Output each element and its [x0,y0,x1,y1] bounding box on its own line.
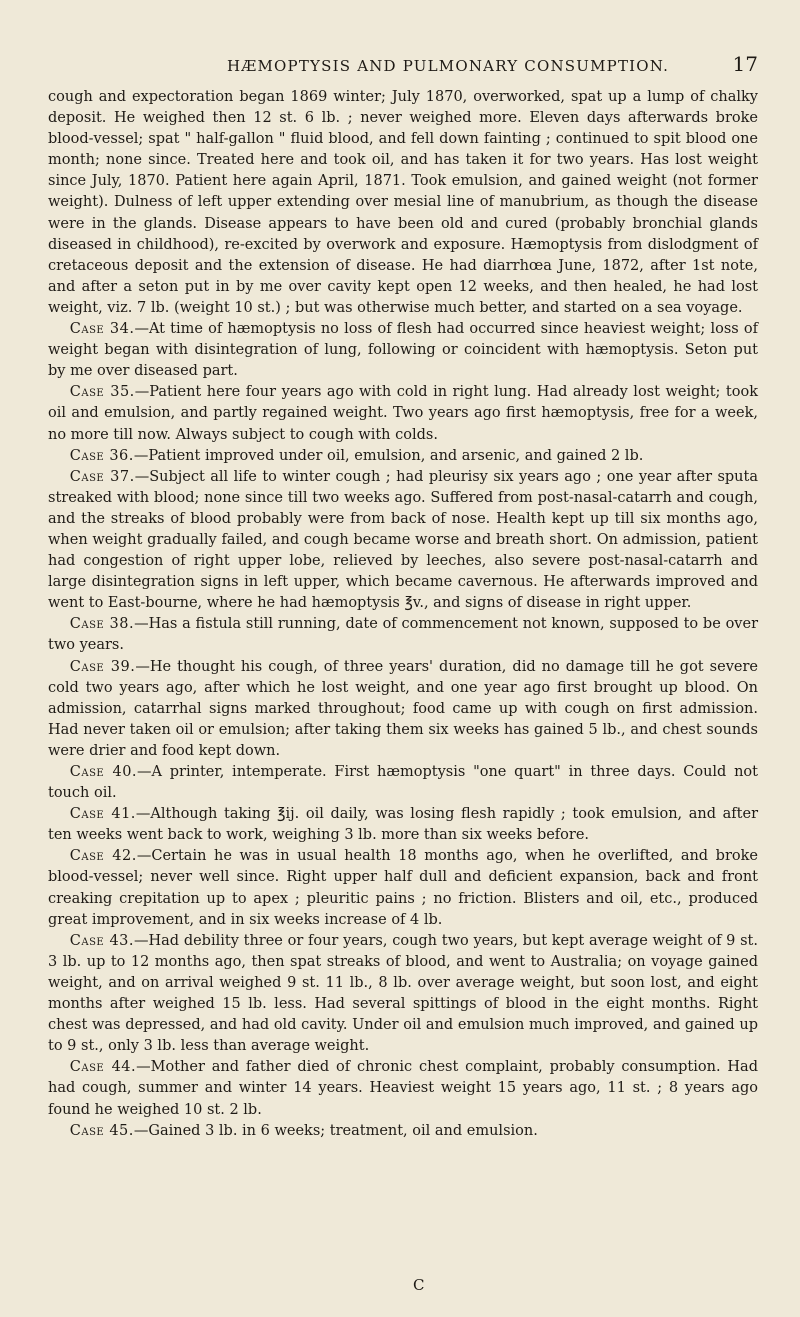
case-text: —Certain he was in usual health 18 months ago, when he overlifted, and broke blood-vessel; never well since. Right upper half dull and deficient expansion, back and front creaking crepitation up to apex ; pleuritic pains ; no friction. Blisters and oil, etc., produced great improvement, and in six weeks increase of 4 lb. [48,848,758,928]
case-paragraph-35 [48,382,758,445]
case-label: Case 45. [69,1122,134,1139]
case-label: Case 39. [69,658,136,675]
case-paragraph-45 [48,1121,758,1142]
signature-mark: C [413,1276,426,1294]
case-text: —Subject all life to winter cough ; had pleurisy six years ago ; one year after sputa streaked with blood; none since till two weeks ago. Suffered from post-nasal-catarrh and cough, and the streaks of blood probably were from back of nose. Health kept up till six months ago, when weight gradually failed, and cough became worse and breath short. On admission, patient had congestion of right upper lobe, relieved by leeches, also severe post-nasal-catarrh and large disintegration signs in left upper, which became cavernous. He afterwards improved and went to East-bourne, where he had hæmoptysis ℥v., and signs of disease in right upper. [48,468,758,612]
body-text [48,87,758,1142]
case-paragraph-41 [48,804,758,846]
case-text: —Has a fistula still running, date of commencement not known, supposed to be over two years. [48,616,759,654]
case-paragraph-39 [48,657,758,762]
case-text: —A printer, intemperate. First hæmoptysis "one quart" in three days. Could not touch oil. [48,764,758,802]
case-label: Case 43. [69,932,135,949]
case-paragraph-42 [48,846,758,930]
case-text: —At time of hæmoptysis no loss of flesh had occurred since heaviest weight; loss of weight began with disintegration of lung, following or coincident with hæmoptysis. Seton put by me over diseased part. [48,321,758,380]
case-text: —Had debility three or four years, cough two years, but kept average weight of 9 st. 3 lb. up to 12 months ago, then spat streaks of blood, and went to Australia; on voyage gained weight, and on arrival weighed 9 st. 11 lb., 8 lb. over average weight, but soon lost, and eight months after weighed 15 lb. less. Had several spittings of blood in the eight months. Right chest was depressed, and had old cavity. Under oil and emulsion much improved, and gained up to 9 st., only 3 lb. less than average weight. [48,932,758,1055]
case-paragraph-36 [48,446,758,467]
case-text: —Gained 3 lb. in 6 weeks; treatment, oil and emulsion. [133,1122,538,1139]
case-label: Case 36. [69,447,134,464]
case-paragraph-37 [48,467,758,615]
case-label: Case 41. [69,806,136,823]
header-title: HÆMOPTYSIS AND PULMONARY CONSUMPTION. [227,57,670,75]
case-label: Case 44. [69,1059,137,1076]
case-text: —Patient here four years ago with cold in right lung. Had already lost weight; took oil and emulsion, and partly regained weight. Two years ago first hæmoptysis, free for a week, no more till now. Always subject to cough with colds. [48,384,758,443]
case-paragraph-38 [48,614,758,656]
case-paragraph-44 [48,1057,758,1120]
case-paragraph-34 [48,319,758,382]
case-label: Case 35. [69,384,135,401]
case-label: Case 37. [69,468,135,485]
page-number: 17 [732,52,758,76]
case-text: —Patient improved under oil, emulsion, and arsenic, and gained 2 lb. [133,447,644,464]
case-label: Case 38. [69,616,135,633]
intro-paragraph: cough and expectoration began 1869 winter; July 1870, overworked, spat up a lump of chalky deposit. He weighed then 12 st. 6 lb. ; never weighed more. Eleven days afterwards broke blood-vessel; spat " half-gallon " fluid blood, and fell down fainting ; continued to spit blood one month; none since. Treated here and took oil, and has taken it for two years. Has lost weight since July, 1870. Patient here again April, 1871. Took emulsion, and gained weight (not former weight). Dulness of left upper extending over mesial line of manubrium, as though the disease were in the glands. Disease appears to have been old and cured (probably bronchial glands diseased in childhood), re-excited by overwork and exposure. Hæmoptysis from dislodgment of cretaceous deposit and the extension of disease. He had diarrhœa June, 1872, after 1st note, and after a seton put in by me over cavity kept open 12 weeks, and then healed, he had lost weight, viz. 7 lb. (weight 10 st.) ; but was otherwise much better, and started on a sea voyage. [48,89,758,316]
case-text: —He thought his cough, of three years' duration, did no damage till he got severe cold two years ago, after which he lost weight, and one year ago first brought up blood. On admission, catarrhal signs marked throughout; food came up with cough on first admission. Had never taken oil or emulsion; after taking them six weeks has gained 5 lb., and chest sounds were drier and food kept down. [48,658,758,759]
case-text: —Mother and father died of chronic chest complaint, probably consumption. Had had cough, summer and winter 14 years. Heaviest weight 15 years ago, 11 st. ; 8 years ago found he weighed 10 st. 2 lb. [48,1059,758,1118]
case-label: Case 34. [69,321,135,338]
case-text: —Although taking ℥ij. oil daily, was losing flesh rapidly ; took emulsion, and after ten weeks went back to work, weighing 3 lb. more than six weeks before. [48,806,759,844]
case-paragraph-40 [48,762,758,804]
case-paragraph-43 [48,931,758,1058]
case-label: Case 42. [69,848,137,865]
case-label: Case 40. [69,764,138,780]
running-header [50,52,758,78]
